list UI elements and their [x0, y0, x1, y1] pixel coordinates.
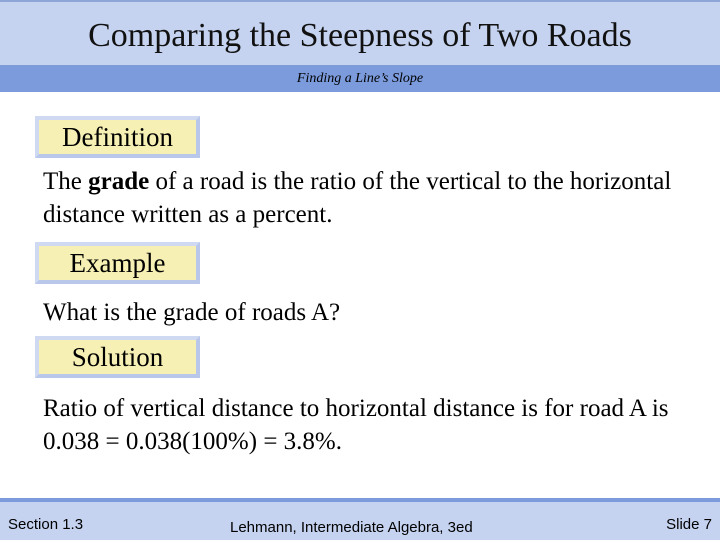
title-bar — [0, 0, 720, 66]
definition-text — [43, 165, 703, 231]
definition-label: Definition — [35, 116, 200, 158]
example-text: What is the grade of roads A? — [43, 299, 341, 326]
slide-subtitle: Finding a Line’s Slope — [296, 71, 424, 86]
footer-book: Lehmann, Intermediate Algebra, 3ed — [230, 519, 473, 536]
slide-footer — [0, 498, 720, 540]
example-label: Example — [35, 242, 200, 284]
definition-term-grade: grade — [88, 168, 150, 195]
subtitle-bar — [0, 66, 720, 92]
slide-title: Comparing the Steepness of Two Roads — [88, 17, 632, 54]
footer-slide-number: Slide 7 — [666, 516, 712, 533]
definition-text-part2: of a road is the ratio of the vertical to the horizontal distance written as a percent. — [43, 168, 672, 228]
solution-text: Ratio of vertical distance to horizontal distance is for road A is 0.038 = 0.038(100%) = 3.8%. — [43, 395, 669, 455]
solution-label: Solution — [35, 336, 200, 378]
definition-text-part1: The — [43, 168, 89, 195]
footer-section: Section 1.3 — [8, 516, 84, 533]
